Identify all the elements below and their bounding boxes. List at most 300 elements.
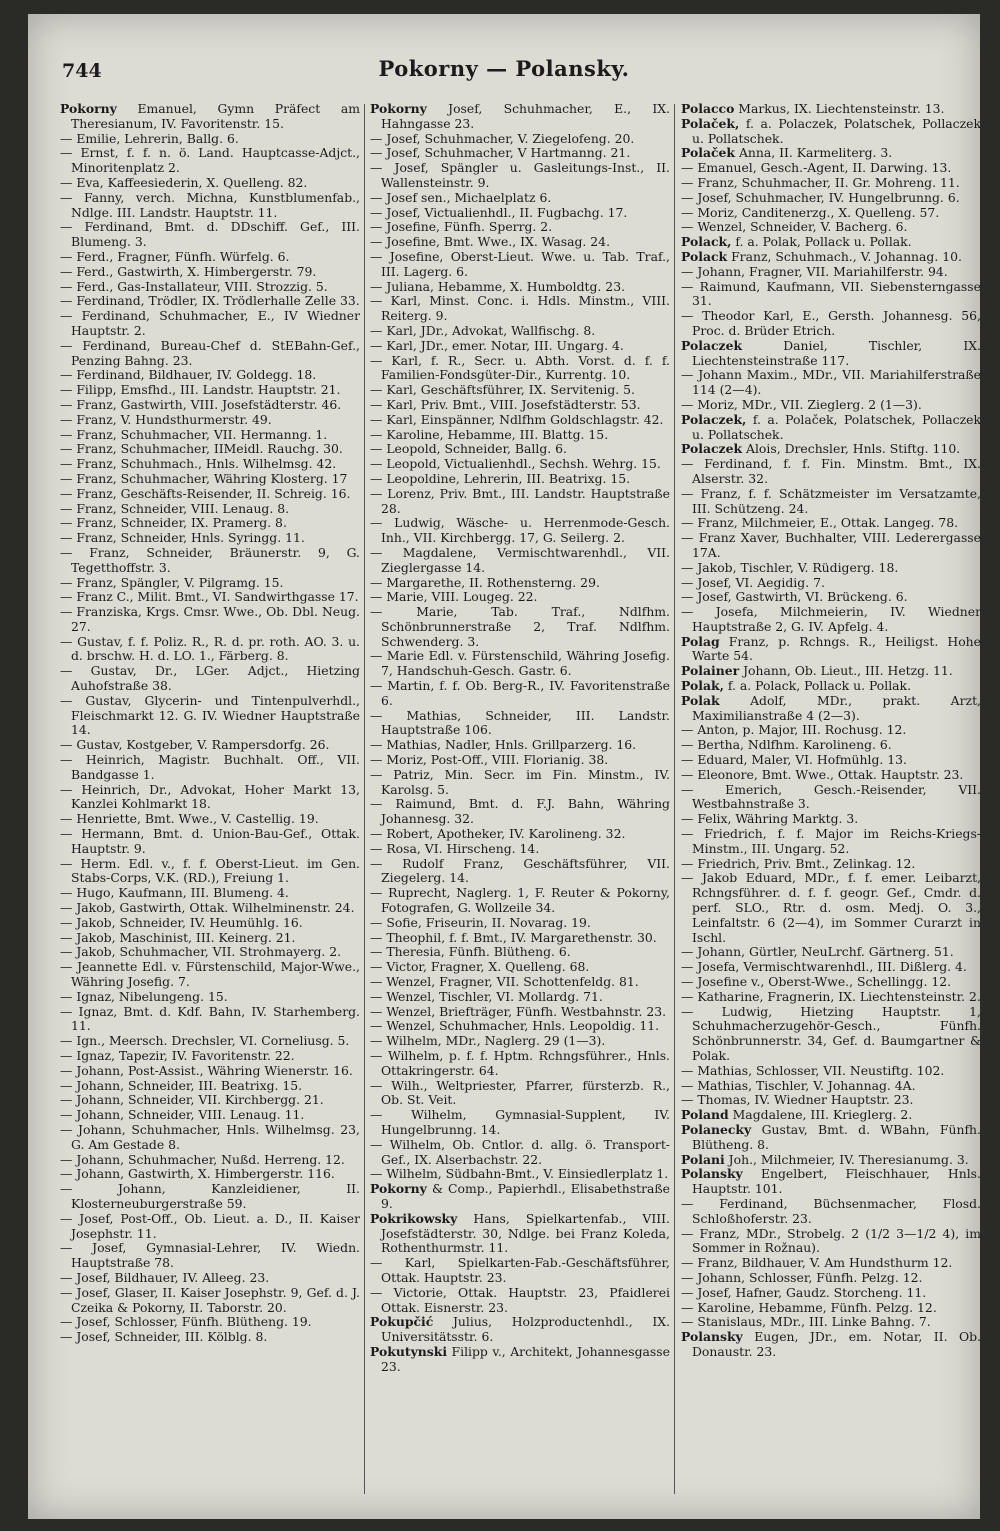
entry-text: — Herm. Edl. v., f. f. Oberst-Lieut. im Gen. Stabs-Corps, V.K. (RD.), Freiung 1.: [60, 855, 360, 886]
entry-text: — Magdalene, Vermischtwarenhdl., VII. Zieglergasse 14.: [370, 544, 670, 575]
directory-entry: [60, 901, 360, 916]
entry-text: — Franz, Schneider, IX. Pramerg. 8.: [60, 515, 287, 531]
entry-surname: Polaczek,: [681, 411, 747, 427]
entry-text: — Franz, f. f. Schätzmeister im Versatzamte, III. Schützeng. 24.: [681, 485, 981, 516]
directory-entry: [60, 546, 360, 576]
entry-text: — Victor, Fragner, X. Quelleng. 68.: [370, 959, 590, 975]
entry-text: — Jakob, Maschinist, III. Keinerg. 21.: [60, 929, 296, 945]
directory-entry: [370, 413, 670, 428]
directory-entry: [681, 265, 981, 280]
entry-text: — Karoline, Hebamme, Fünfh. Pelzg. 12.: [681, 1299, 937, 1315]
entry-text: — Franz Xaver, Buchhalter, VIII. Lederergasse 17A.: [681, 530, 981, 560]
directory-entry: [370, 339, 670, 354]
entry-text: — Ferdinand, Bildhauer, IV. Goldegg. 18.: [60, 367, 317, 383]
entry-surname: Pokorny: [370, 102, 427, 116]
entry-text: — Rudolf Franz, Geschäftsführer, VII. Ziegelerg. 14.: [370, 855, 670, 886]
directory-entry: [60, 857, 360, 887]
directory-entry: [370, 1108, 670, 1138]
entry-text: — Moriz, Post-Off., VIII. Florianig. 38.: [370, 752, 609, 768]
entry-text: Johann, Ob. Lieut., III. Hetzg. 11.: [743, 663, 953, 679]
directory-entry: [60, 1212, 360, 1242]
entry-text: Hans, Spielkartenfab., VIII. Josefstädterstr. 30, Ndlge. bei Franz Koleda, Rothenthurmstr. 11.: [381, 1210, 670, 1256]
directory-entry: [60, 886, 360, 901]
entry-text: — Hermann, Bmt. d. Union-Bau-Gef., Ottak. Hauptstr. 9.: [60, 826, 360, 856]
entry-text: — Bertha, Ndlfhm. Karolineng. 6.: [681, 737, 892, 753]
entry-text: — Johann, Schlosser, Fünfh. Pelzg. 12.: [681, 1269, 923, 1285]
directory-entry: [681, 1093, 981, 1108]
directory-entry: [370, 1182, 670, 1212]
entry-text: — Johann, Post-Assist., Währing Wienerstr. 16.: [60, 1062, 353, 1078]
directory-entry: [370, 102, 670, 132]
entry-text: — Jakob Eduard, MDr., f. f. emer. Leibarzt, Rchngsführer. d. f. f. geogr. Gef., Cmdr. d. perf. SLO., Rtr. d. osm. Medj. O. 3., Leinfaltstr. 6 (2—4), im Sommer Curarzt in Ischl.: [681, 870, 981, 945]
column-middle: [370, 102, 670, 1502]
entry-surname: Polansky: [681, 1166, 743, 1182]
directory-entry: [681, 339, 981, 369]
entry-text: — Margarethe, II. Rothensterng. 29.: [370, 574, 600, 590]
column-divider: [364, 104, 365, 1494]
entry-surname: Polaczek: [681, 337, 743, 353]
directory-entry: [60, 916, 360, 931]
entry-text: — Ferdinand, Büchsenmacher, Flosd. Schloßhoferstr. 23.: [681, 1195, 981, 1226]
entry-text: Gustav, Bmt. d. WBahn, Fünfh. Blütheng. 8.: [692, 1121, 981, 1152]
entry-text: — Josef, VI. Aegidig. 7.: [681, 574, 825, 590]
directory-entry: [60, 191, 360, 221]
directory-entry: [60, 664, 360, 694]
entry-surname: Pokrikowsky: [370, 1210, 458, 1226]
entry-text: — Johann, Kanzleidiener, II. Klosterneuburgerstraße 59.: [60, 1181, 360, 1211]
directory-entry: [681, 694, 981, 724]
entry-text: — Johann, Fragner, VII. Mariahilferstr. 94.: [681, 263, 948, 279]
entry-text: — Karl, Geschäftsführer, IX. Servitenig. 5.: [370, 382, 635, 398]
directory-entry: [370, 797, 670, 827]
entry-text: — Eva, Kaffeesiederin, X. Quelleng. 82.: [60, 174, 308, 190]
directory-entry: [681, 487, 981, 517]
entry-text: — Ludwig, Wäsche- u. Herrenmode-Gesch. Inh., VII. Kirchbergg. 17, G. Seilerg. 2.: [370, 515, 670, 546]
directory-entry: [60, 472, 360, 487]
directory-entry: [681, 635, 981, 665]
entry-text: — Raimund, Kaufmann, VII. Siebensterngasse 31.: [681, 278, 981, 309]
entry-text: — Josef, Hafner, Gaudz. Storcheng. 11.: [681, 1284, 927, 1300]
directory-entry: [60, 1064, 360, 1079]
directory-entry: [681, 413, 981, 443]
directory-entry: [681, 146, 981, 161]
entry-text: — Josefine, Bmt. Wwe., IX. Wasag. 24.: [370, 234, 611, 250]
directory-entry: [370, 206, 670, 221]
entry-text: Emanuel, Gymn Präfect am Theresianum, IV. Favoritenstr. 15.: [71, 102, 360, 131]
directory-entry: [681, 191, 981, 206]
entry-text: — Ignaz, Nibelungeng. 15.: [60, 988, 228, 1004]
entry-text: — Franz, Bildhauer, V. Am Hundsthurm 12.: [681, 1255, 953, 1271]
directory-entry: [681, 827, 981, 857]
entry-text: — Johann Maxim., MDr., VII. Mariahilferstraße 114 (2—4).: [681, 367, 981, 398]
directory-entry: [370, 250, 670, 280]
entry-text: Joh., Milchmeier, IV. Theresianumg. 3.: [728, 1151, 969, 1167]
entry-text: — Wilhelm, MDr., Naglerg. 29 (1—3).: [370, 1033, 606, 1049]
directory-entry: [370, 1315, 670, 1345]
entry-text: — Ferd., Gastwirth, X. Himbergerstr. 79.: [60, 263, 317, 279]
directory-entry: [370, 857, 670, 887]
entry-text: Daniel, Tischler, IX. Liechtensteinstraße 117.: [692, 337, 981, 368]
entry-text: — Karl, Spielkarten-Fab.-Geschäftsführer, Ottak. Hauptstr. 23.: [370, 1255, 670, 1285]
directory-entry: [681, 1153, 981, 1168]
directory-entry: [60, 1123, 360, 1153]
entry-text: — Wenzel, Tischler, VI. Mollardg. 71.: [370, 988, 603, 1004]
entry-text: Eugen, JDr., em. Notar, II. Ob. Donaustr. 23.: [692, 1329, 981, 1359]
entry-text: — Stanislaus, MDr., III. Linke Bahng. 7.: [681, 1314, 931, 1330]
entry-text: — Felix, Währing Marktg. 3.: [681, 811, 859, 827]
entry-text: — Moriz, Canditenerzg., X. Quelleng. 57.: [681, 204, 940, 220]
entry-text: — Josefa, Milchmeierin, IV. Wiedner Hauptstraße 2, G. IV. Apfelg. 4.: [681, 604, 981, 634]
directory-entry: [370, 383, 670, 398]
directory-entry: [60, 176, 360, 191]
directory-entry: [681, 975, 981, 990]
entry-text: — Eduard, Maler, VI. Hofmühlg. 13.: [681, 752, 907, 768]
directory-entry: [60, 146, 360, 176]
entry-text: — Ignaz, Bmt. d. Kdf. Bahn, IV. Starhemberg. 11.: [60, 1003, 360, 1034]
entry-text: — Marie Edl. v. Fürstenschild, Währing Josefig. 7, Handschuh-Gesch. Gastr. 6.: [370, 648, 670, 679]
directory-entry: [370, 916, 670, 931]
directory-page: [28, 14, 980, 1519]
entry-text: — Emilie, Lehrerin, Ballg. 6.: [60, 130, 239, 146]
entry-surname: Polaček: [681, 145, 735, 161]
directory-entry: [60, 694, 360, 738]
directory-entry: [681, 176, 981, 191]
directory-entry: [681, 516, 981, 531]
directory-entry: [370, 1049, 670, 1079]
entry-text: — Josef sen., Michaelplatz 6.: [370, 189, 552, 205]
directory-entry: [681, 117, 981, 147]
entry-text: — Mathias, Schneider, III. Landstr. Hauptstraße 106.: [370, 707, 670, 738]
entry-text: — Ferdinand, Bmt. d. DDschiff. Gef., III. Blumeng. 3.: [60, 219, 360, 250]
directory-entry: [60, 960, 360, 990]
directory-entry: [60, 1241, 360, 1271]
entry-text: — Karl, JDr., emer. Notar, III. Ungarg. 4.: [370, 337, 624, 353]
directory-entry: [681, 1005, 981, 1064]
directory-entry: [681, 561, 981, 576]
entry-text: — Franz, Schneider, VIII. Lenaug. 8.: [60, 500, 290, 516]
directory-entry: [370, 975, 670, 990]
page-number: 744: [62, 60, 102, 82]
entry-text: — Mathias, Nadler, Hnls. Grillparzerg. 16.: [370, 737, 637, 753]
column-divider: [674, 104, 675, 1494]
directory-entry: [681, 664, 981, 679]
directory-entry: [681, 768, 981, 783]
entry-text: — Karoline, Hebamme, III. Blattg. 15.: [370, 426, 609, 442]
directory-entry: [681, 960, 981, 975]
entry-surname: Polainer: [681, 663, 740, 679]
directory-entry: [370, 220, 670, 235]
directory-entry: [370, 827, 670, 842]
directory-entry: [370, 931, 670, 946]
directory-entry: [681, 738, 981, 753]
entry-text: — Johann, Schuhmacher, Nußd. Herreng. 12.: [60, 1151, 345, 1167]
directory-entry: [370, 886, 670, 916]
directory-entry: [370, 294, 670, 324]
directory-entry: [370, 354, 670, 384]
entry-text: — Anton, p. Major, III. Rochusg. 12.: [681, 722, 907, 738]
entry-text: f. a. Polaczek, Polatschek, Pollaczek u. Pollatschek.: [692, 115, 981, 146]
entry-text: — Franz, Schneider, Hnls. Syringg. 11.: [60, 530, 305, 546]
entry-text: — Josef, Victualienhdl., II. Fugbachg. 17.: [370, 204, 628, 220]
column-left: [60, 102, 360, 1502]
entry-surname: Polaček,: [681, 115, 740, 131]
entry-text: — Ruprecht, Naglerg. 1, F. Reuter & Pokorny, Fotografen, G. Wollzeile 34.: [370, 885, 670, 916]
entry-text: — Josefine, Fünfh. Sperrg. 2.: [370, 219, 553, 235]
entry-text: — Gustav, Glycerin- und Tintenpulverhdl., Fleischmarkt 12. G. IV. Wiedner Hauptstraße 14.: [60, 692, 360, 738]
directory-entry: [370, 132, 670, 147]
entry-text: — Franz, Schuhmacher, II. Gr. Mohreng. 11.: [681, 174, 960, 190]
entry-text: — Wenzel, Schneider, V. Bacherg. 6.: [681, 219, 908, 235]
entry-text: — Friedrich, f. f. Major im Reichs-Kriegs-Minstm., III. Ungarg. 52.: [681, 826, 981, 856]
entry-text: — Gustav, Dr., LGer. Adjct., Hietzing Auhofstraße 38.: [60, 663, 360, 694]
entry-text: — Hugo, Kaufmann, III. Blumeng. 4.: [60, 885, 289, 901]
entry-text: — Henriette, Bmt. Wwe., V. Castellig. 19.: [60, 811, 319, 827]
entry-text: — Martin, f. f. Ob. Berg-R., IV. Favoritenstraße 6.: [370, 678, 670, 708]
directory-entry: [681, 250, 981, 265]
entry-text: — Karl, JDr., Advokat, Wallfischg. 8.: [370, 322, 596, 338]
directory-entry: [681, 1271, 981, 1286]
directory-entry: [60, 576, 360, 591]
entry-text: Josef, Schuhmacher, E., IX. Hahngasse 23.: [381, 102, 670, 131]
entry-text: — Ernst, f. f. n. ö. Land. Hauptcasse-Adjct., Minoritenplatz 2.: [60, 145, 360, 176]
entry-text: — Emerich, Gesch.-Reisender, VII. Westbahnstraße 3.: [681, 781, 981, 812]
entry-text: — Ferd., Fragner, Fünfh. Würfelg. 6.: [60, 248, 290, 264]
directory-entry: [60, 783, 360, 813]
directory-entry: [681, 235, 981, 250]
entry-text: — Josef, Bildhauer, IV. Alleeg. 23.: [60, 1269, 270, 1285]
directory-entry: [681, 679, 981, 694]
entry-text: Franz, p. Rchngs. R., Heiligst. Hohe Warte 54.: [692, 633, 981, 664]
entry-text: — Gustav, f. f. Poliz. R., R. d. pr. roth. AO. 3. u. d. brschw. H. d. LO. 1., Färberg. 8.: [60, 633, 360, 664]
entry-text: — Ignaz, Tapezir, IV. Favoritenstr. 22.: [60, 1048, 295, 1063]
entry-text: — Franz C., Milit. Bmt., VI. Sandwirthgasse 17.: [60, 589, 359, 605]
directory-entry: [370, 768, 670, 798]
directory-entry: [370, 442, 670, 457]
entry-text: — Franz, Schuhmacher, Währing Klosterg. 17: [60, 470, 348, 486]
directory-entry: [370, 428, 670, 443]
entry-text: — Karl, Minst. Conc. i. Hdls. Minstm., VIII. Reiterg. 9.: [370, 293, 670, 324]
entry-text: — Wenzel, Briefträger, Fünfh. Westbahnstr. 23.: [370, 1003, 667, 1019]
entry-text: — Sofie, Friseurin, II. Novarag. 19.: [370, 914, 591, 930]
directory-entry: [60, 605, 360, 635]
directory-entry: [681, 1286, 981, 1301]
entry-text: — Rosa, VI. Hirscheng. 14.: [370, 840, 540, 856]
entry-text: — Josef, Schuhmacher, IV. Hungelbrunng. 6.: [681, 189, 960, 205]
entry-text: — Franz, Milchmeier, E., Ottak. Langeg. 78.: [681, 515, 959, 531]
directory-entry: [60, 413, 360, 428]
directory-entry: [370, 1019, 670, 1034]
entry-text: — Josef, Schuhmacher, V. Ziegelofeng. 20.: [370, 130, 635, 146]
directory-entry: [681, 368, 981, 398]
directory-entry: [370, 753, 670, 768]
entry-text: — Ferdinand, Trödler, IX. Trödlerhalle Zelle 33.: [60, 293, 360, 309]
directory-entry: [370, 1079, 670, 1109]
entry-surname: Polak: [681, 692, 720, 708]
directory-entry: [60, 250, 360, 265]
directory-entry: [681, 442, 981, 457]
entry-text: — Josef, Schneider, III. Kölblg. 8.: [60, 1329, 268, 1345]
entry-text: — Karl, f. R., Secr. u. Abth. Vorst. d. f. f. Familien-Fondsgüter-Dir., Kurrentg. 10.: [370, 352, 670, 383]
entry-text: — Heinrich, Magistr. Buchhalt. Off., VII. Bandgasse 1.: [60, 752, 360, 782]
entry-text: — Friedrich, Priv. Bmt., Zelinkag. 12.: [681, 855, 916, 871]
directory-entry: [681, 220, 981, 235]
directory-entry: [681, 783, 981, 813]
entry-text: — Juliana, Hebamme, X. Humboldtg. 23.: [370, 278, 626, 294]
directory-entry: [370, 191, 670, 206]
entry-surname: Polanecky: [681, 1121, 752, 1137]
entry-text: — Leopold, Schneider, Ballg. 6.: [370, 441, 567, 457]
directory-entry: [681, 1167, 981, 1197]
directory-entry: [681, 1197, 981, 1227]
entry-text: Filipp v., Architekt, Johannesgasse 23.: [381, 1343, 670, 1374]
entry-text: — Ferd., Gas-Installateur, VIII. Strozzig. 5.: [60, 278, 328, 294]
entry-text: — Raimund, Bmt. d. F.J. Bahn, Währing Johannesg. 32.: [370, 796, 670, 827]
entry-surname: Polack: [681, 248, 728, 264]
directory-entry: [370, 605, 670, 649]
entry-text: — Marie, Tab. Traf., Ndlfhm. Schönbrunnerstraße 2, Traf. Ndlfhm. Schwenderg. 3.: [370, 604, 670, 649]
directory-entry: [60, 1034, 360, 1049]
directory-entry: [681, 1330, 981, 1360]
entry-text: — Emanuel, Gesch.-Agent, II. Darwing. 13.: [681, 160, 952, 176]
entry-text: — Franz, Schuhmacher, VII. Hermanng. 1.: [60, 426, 328, 442]
entry-text: — Ludwig, Hietzing Hauptstr. 1, Schuhmacherzugehör-Gesch., Fünfh. Schönbrunnerstr. 34, Gef. d. Baumgartner & Polak.: [681, 1003, 981, 1063]
entry-text: — Jakob, Tischler, V. Rüdigerg. 18.: [681, 559, 899, 575]
directory-entry: [60, 827, 360, 857]
directory-entry: [370, 1005, 670, 1020]
entry-text: — Filipp, Emsfhd., III. Landstr. Hauptstr. 21.: [60, 382, 341, 398]
entry-text: — Wilhelm, Ob. Cntlor. d. allg. ö. Transport-Gef., IX. Alserbachstr. 22.: [370, 1136, 670, 1167]
directory-entry: [370, 1286, 670, 1316]
entry-text: — Ferdinand, f. f. Fin. Minstm. Bmt., IX. Alserstr. 32.: [681, 456, 981, 486]
directory-entry: [60, 635, 360, 665]
directory-entry: [370, 679, 670, 709]
entry-text: — Johann, Schneider, VIII. Lenaug. 11.: [60, 1107, 305, 1123]
directory-entry: [681, 945, 981, 960]
directory-entry: [60, 1005, 360, 1035]
entry-text: Franz, Schuhmach., V. Johannag. 10.: [731, 248, 962, 264]
entry-surname: Polaczek: [681, 441, 743, 457]
directory-entry: [681, 1079, 981, 1094]
entry-text: — Patriz, Min. Secr. im Fin. Minstm., IV. Karolsg. 5.: [370, 766, 670, 797]
directory-entry: [60, 812, 360, 827]
directory-entry: [60, 309, 360, 339]
directory-entry: [370, 842, 670, 857]
entry-text: f. a. Polack, Pollack u. Pollak.: [727, 678, 912, 694]
entry-surname: Polak,: [681, 678, 724, 694]
entry-text: — Franz, Gastwirth, VIII. Josefstädterstr. 46.: [60, 396, 342, 412]
directory-entry: [60, 132, 360, 147]
column-right: [681, 102, 981, 1502]
entry-text: — Wilhelm, Südbahn-Bmt., V. Einsiedlerplatz 1.: [370, 1166, 669, 1182]
directory-entry: [681, 531, 981, 561]
entry-text: Engelbert, Fleischhauer, Hnls. Hauptstr. 101.: [692, 1166, 981, 1197]
entry-text: — Ferdinand, Bureau-Chef d. StEBahn-Gef., Penzing Bahng. 23.: [60, 337, 360, 368]
entry-text: & Comp., Papierhdl., Elisabethstraße 9.: [381, 1181, 670, 1211]
directory-entry: [60, 487, 360, 502]
entry-surname: Polack,: [681, 234, 732, 250]
directory-entry: [370, 472, 670, 487]
directory-entry: [60, 590, 360, 605]
directory-entry: [60, 1167, 360, 1182]
directory-entry: [370, 945, 670, 960]
directory-entry: [60, 220, 360, 250]
directory-entry: [60, 102, 360, 132]
entry-text: — Franziska, Krgs. Cmsr. Wwe., Ob. Dbl. Neug. 27.: [60, 604, 360, 634]
directory-entry: [60, 502, 360, 517]
directory-entry: [60, 294, 360, 309]
entry-text: — Josef, Gymnasial-Lehrer, IV. Wiedn. Hauptstraße 78.: [60, 1240, 360, 1271]
entry-surname: Pokutynski: [370, 1343, 448, 1359]
directory-entry: [370, 590, 670, 605]
entry-surname: Pokorny: [60, 102, 117, 116]
directory-entry: [60, 1286, 360, 1316]
entry-text: — Fanny, verch. Michna, Kunstblumenfab., Ndlge. III. Landstr. Hauptstr. 11.: [60, 189, 360, 220]
entry-text: — Josef, Schuhmacher, V Hartmanng. 21.: [370, 145, 631, 161]
directory-entry: [370, 576, 670, 591]
directory-entry: [681, 280, 981, 310]
entry-text: — Jakob, Schneider, IV. Heumühlg. 16.: [60, 914, 303, 930]
entry-text: f. a. Polak, Pollack u. Pollak.: [735, 234, 912, 250]
directory-entry: [370, 1212, 670, 1256]
entry-text: — Leopold, Victualienhdl., Sechsh. Wehrg. 15.: [370, 456, 661, 472]
directory-entry: [370, 738, 670, 753]
entry-text: Adolf, MDr., prakt. Arzt, Maximilianstraße 4 (2—3).: [692, 692, 981, 723]
entry-text: — Josefine v., Oberst-Wwe., Schellingg. 12.: [681, 974, 952, 990]
entry-text: — Karl, Priv. Bmt., VIII. Josefstädterstr. 53.: [370, 396, 641, 412]
directory-entry: [370, 1034, 670, 1049]
directory-entry: [370, 161, 670, 191]
entry-text: — Marie, VIII. Lougeg. 22.: [370, 589, 538, 605]
entry-text: — Josefa, Vermischtwarenhdl., III. Dißlerg. 4.: [681, 959, 967, 975]
directory-entry: [60, 531, 360, 546]
directory-entry: [681, 990, 981, 1005]
directory-entry: [370, 649, 670, 679]
entry-text: — Franz, V. Hundsthurmerstr. 49.: [60, 411, 272, 427]
entry-text: Anna, II. Karmeliterg. 3.: [738, 145, 893, 161]
directory-entry: [60, 753, 360, 783]
directory-entry: [681, 1315, 981, 1330]
entry-text: — Victorie, Ottak. Hauptstr. 23, Pfaidlerei Ottak. Eisnerstr. 23.: [370, 1284, 670, 1315]
entry-text: — Franz, Spängler, V. Pilgramg. 15.: [60, 574, 284, 590]
entry-text: — Johann, Gürtler, NeuLrchf. Gärtnerg. 51.: [681, 944, 954, 960]
entry-text: — Mathias, Schlosser, VII. Neustiftg. 102.: [681, 1062, 945, 1078]
directory-entry: [370, 516, 670, 546]
entry-text: — Johann, Gastwirth, X. Himbergerstr. 116.: [60, 1166, 335, 1182]
entry-text: — Eleonore, Bmt. Wwe., Ottak. Hauptstr. 23.: [681, 766, 964, 782]
running-head: Pokorny — Polansky.: [378, 56, 630, 81]
directory-entry: [681, 1256, 981, 1271]
directory-entry: [60, 516, 360, 531]
entry-text: — Robert, Apotheker, IV. Karolineng. 32.: [370, 826, 626, 842]
entry-text: — Wenzel, Fragner, VII. Schottenfeldg. 81.: [370, 974, 639, 990]
entry-text: — Lorenz, Priv. Bmt., III. Landstr. Hauptstraße 28.: [370, 485, 670, 516]
entry-text: — Ferdinand, Schuhmacher, E., IV Wiedner Hauptstr. 2.: [60, 308, 360, 338]
directory-entry: [370, 487, 670, 517]
entry-text: — Wilhelm, Gymnasial-Supplent, IV. Hungelbrunng. 14.: [370, 1107, 670, 1137]
directory-entry: [60, 265, 360, 280]
directory-entry: [681, 1108, 981, 1123]
directory-entry: [60, 931, 360, 946]
directory-entry: [60, 368, 360, 383]
entry-text: — Heinrich, Dr., Advokat, Hoher Markt 13, Kanzlei Kohlmarkt 18.: [60, 781, 360, 812]
directory-entry: [60, 1108, 360, 1123]
entry-surname: Pokupčić: [370, 1314, 434, 1330]
directory-entry: [60, 990, 360, 1005]
directory-entry: [681, 1301, 981, 1316]
directory-entry: [681, 457, 981, 487]
entry-text: — Franz, Geschäfts-Reisender, II. Schreig. 16.: [60, 485, 351, 501]
entry-text: — Theophil, f. f. Bmt., IV. Margarethenstr. 30.: [370, 929, 657, 945]
